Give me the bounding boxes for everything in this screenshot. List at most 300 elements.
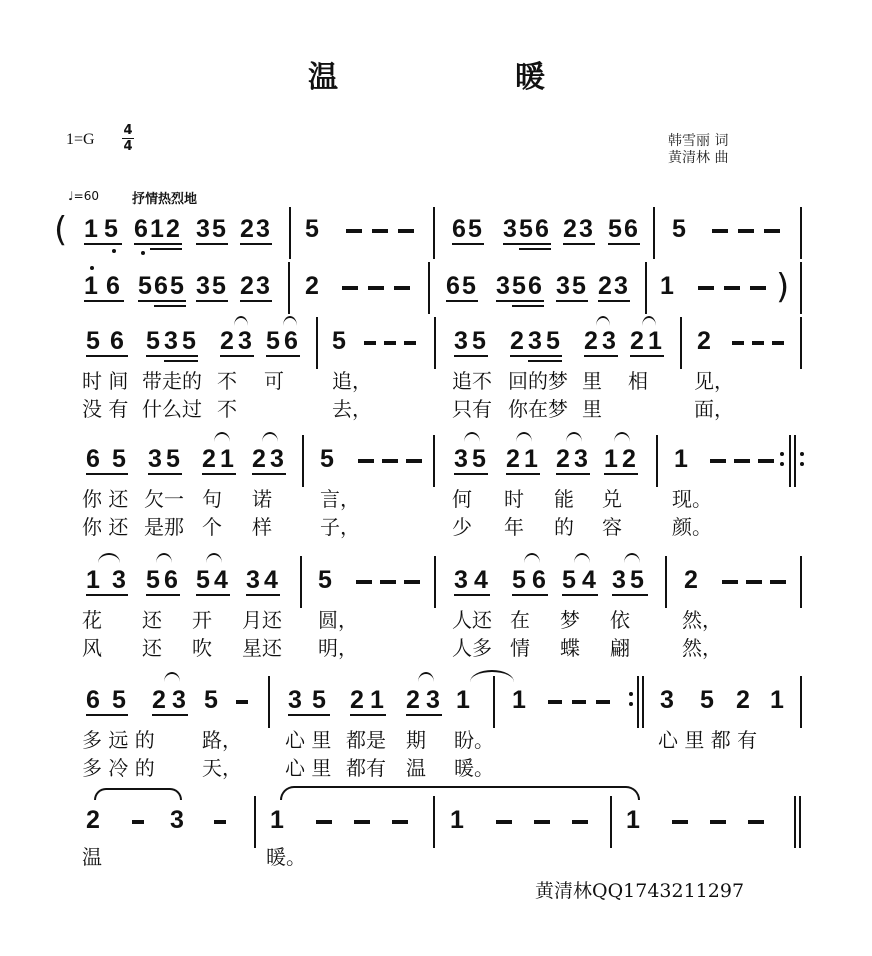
note: 3 xyxy=(454,566,468,594)
lyric: 兑 xyxy=(602,487,622,511)
note: 6 xyxy=(106,272,120,300)
double-barline xyxy=(789,435,791,487)
barline xyxy=(434,317,436,369)
dash xyxy=(746,580,762,584)
note: 5 xyxy=(146,566,160,594)
barline xyxy=(656,435,658,487)
note: 3 xyxy=(556,272,570,300)
expression-marking: 抒情热烈地 xyxy=(132,192,198,207)
underline xyxy=(152,714,188,716)
lyric: 多 远 的 xyxy=(82,728,155,752)
dash xyxy=(342,286,358,290)
underline xyxy=(84,243,122,245)
lyric: 人还 xyxy=(452,608,492,632)
note: 1 xyxy=(604,445,618,473)
note: 3 xyxy=(196,272,210,300)
barline xyxy=(288,262,290,314)
underline xyxy=(86,473,128,475)
dash xyxy=(404,341,416,345)
note: 5 xyxy=(312,686,326,714)
slur xyxy=(574,553,590,563)
underline xyxy=(556,300,588,302)
underline xyxy=(454,473,488,475)
lyric: 年 xyxy=(504,515,524,539)
lyric: 星还 xyxy=(242,636,282,660)
lyric: 里 xyxy=(582,369,602,393)
note: 3 xyxy=(196,215,210,243)
note: 6 xyxy=(164,566,178,594)
lyric: 个 xyxy=(202,515,222,539)
underline xyxy=(246,594,280,596)
note: 3 xyxy=(246,566,260,594)
note: 2 xyxy=(305,272,319,300)
note: 3 xyxy=(288,686,302,714)
underline xyxy=(202,473,236,475)
note: 2 xyxy=(697,327,711,355)
dash xyxy=(698,286,714,290)
double-underline xyxy=(528,360,562,362)
note: 3 xyxy=(454,327,468,355)
dash xyxy=(734,459,750,463)
slur xyxy=(524,553,540,563)
note: 3 xyxy=(256,272,270,300)
dash xyxy=(236,700,248,704)
slur xyxy=(206,553,222,563)
note: 2 xyxy=(350,686,364,714)
lyric: 你 还 xyxy=(82,487,129,511)
note: 3 xyxy=(148,445,162,473)
note: 3 xyxy=(172,686,186,714)
lyric: 现。 xyxy=(672,487,712,511)
note: 6 xyxy=(284,327,298,355)
underline xyxy=(556,473,590,475)
underline xyxy=(134,243,182,245)
tempo-marking: ♩=60 xyxy=(68,189,99,203)
note: 2 xyxy=(252,445,266,473)
dash xyxy=(364,341,376,345)
lyric: 暖。 xyxy=(454,756,494,780)
barline xyxy=(302,435,304,487)
note: 5 xyxy=(472,445,486,473)
title-char-1: 温 xyxy=(308,60,338,95)
note: 5 xyxy=(512,272,526,300)
high-octave-dot xyxy=(90,266,94,270)
repeat-end-dots xyxy=(780,452,784,472)
time-sig-top: 4 xyxy=(123,123,133,138)
underline xyxy=(252,473,286,475)
note: 6 xyxy=(532,566,546,594)
underline xyxy=(86,714,128,716)
dash xyxy=(770,580,786,584)
slur xyxy=(516,432,532,442)
underline xyxy=(503,243,551,245)
barline xyxy=(645,262,647,314)
note: 6 xyxy=(110,327,124,355)
underline xyxy=(138,300,186,302)
lyric: 明， xyxy=(318,636,358,660)
note: 5 xyxy=(608,215,622,243)
underline xyxy=(146,594,180,596)
tie xyxy=(470,670,514,682)
barline xyxy=(800,317,802,369)
note: 4 xyxy=(214,566,228,594)
lyric: 天， xyxy=(202,756,242,780)
underline xyxy=(510,355,562,357)
slur xyxy=(596,316,610,326)
note: 1 xyxy=(626,806,640,834)
dash xyxy=(738,229,754,233)
note: 2 xyxy=(622,445,636,473)
note: 3 xyxy=(614,272,628,300)
underline xyxy=(86,355,128,357)
lyric: 人多 xyxy=(452,636,492,660)
note: 3 xyxy=(574,445,588,473)
note: 5 xyxy=(146,327,160,355)
note: 5 xyxy=(562,566,576,594)
note: 6 xyxy=(154,272,168,300)
underline xyxy=(454,594,490,596)
dash xyxy=(752,341,764,345)
note: 1 xyxy=(150,215,164,243)
lyric: 温 xyxy=(82,845,102,869)
lyric: 路， xyxy=(202,728,242,752)
barline xyxy=(800,676,802,728)
note: 2 xyxy=(598,272,612,300)
note: 5 xyxy=(212,272,226,300)
underline xyxy=(512,594,548,596)
tie xyxy=(280,786,640,800)
note: 6 xyxy=(446,272,460,300)
double-barline xyxy=(642,676,644,728)
note: 2 xyxy=(240,272,254,300)
note: 1 xyxy=(370,686,384,714)
dash xyxy=(368,286,384,290)
dash xyxy=(356,580,372,584)
lyric: 梦 xyxy=(560,608,580,632)
note: 4 xyxy=(582,566,596,594)
lyric: 追不 xyxy=(452,369,492,393)
slur xyxy=(642,316,656,326)
lyric: 去， xyxy=(332,397,372,421)
double-underline xyxy=(519,248,551,250)
underline xyxy=(563,243,595,245)
note: 5 xyxy=(320,445,334,473)
note: 3 xyxy=(256,215,270,243)
lyric: 吹 xyxy=(192,636,212,660)
note: 2 xyxy=(736,686,750,714)
lyric: 风 xyxy=(82,636,102,660)
lyric: 追， xyxy=(332,369,372,393)
slur xyxy=(262,432,278,442)
lyric: 见， xyxy=(694,369,734,393)
note: 2 xyxy=(240,215,254,243)
key-signature: 1=G xyxy=(66,131,95,148)
lyric: 你 还 xyxy=(82,515,129,539)
note: 2 xyxy=(556,445,570,473)
note: 3 xyxy=(579,215,593,243)
lyric: 样 xyxy=(252,515,272,539)
dash xyxy=(380,580,396,584)
lyric: 只有 xyxy=(452,397,492,421)
lyric: 时 xyxy=(504,487,524,511)
lyric: 言， xyxy=(320,487,360,511)
underline xyxy=(598,300,630,302)
lyric: 花 xyxy=(82,608,102,632)
double-barline xyxy=(794,435,796,487)
dash xyxy=(394,286,410,290)
note: 2 xyxy=(684,566,698,594)
slur xyxy=(614,432,630,442)
dash xyxy=(496,820,512,824)
barline xyxy=(433,207,435,259)
dash xyxy=(572,820,588,824)
dash xyxy=(406,459,422,463)
title-char-2: 暖 xyxy=(515,60,545,95)
underline xyxy=(196,243,228,245)
note: 1 xyxy=(512,686,526,714)
dash xyxy=(534,820,550,824)
note: 3 xyxy=(112,566,126,594)
lyric: 还 xyxy=(142,636,162,660)
slur xyxy=(214,432,230,442)
note: 5 xyxy=(519,215,533,243)
lyric: 诺 xyxy=(252,487,272,511)
note: 1 xyxy=(524,445,538,473)
time-signature xyxy=(122,124,134,153)
note: 6 xyxy=(624,215,638,243)
dash xyxy=(710,820,726,824)
note: 5 xyxy=(138,272,152,300)
lyric: 圆， xyxy=(318,608,358,632)
repeat-start-dots xyxy=(800,452,804,472)
underline xyxy=(584,355,618,357)
underline xyxy=(240,300,272,302)
final-barline xyxy=(794,796,796,848)
composer-signature: 黄清林QQ1743211297 xyxy=(535,880,745,902)
lyric: 心 里 都 有 xyxy=(658,728,758,752)
underline xyxy=(146,355,198,357)
dash xyxy=(748,820,764,824)
barline xyxy=(800,556,802,608)
underline xyxy=(406,714,442,716)
note: 5 xyxy=(472,327,486,355)
dash xyxy=(596,700,610,704)
lyric: 开 xyxy=(192,608,212,632)
lyric: 相 xyxy=(628,369,648,393)
dash xyxy=(372,229,388,233)
note: 3 xyxy=(612,566,626,594)
note: 5 xyxy=(170,272,184,300)
double-underline xyxy=(512,305,544,307)
note: 5 xyxy=(266,327,280,355)
lyric: 带走的 xyxy=(142,369,202,393)
dash xyxy=(548,700,562,704)
final-barline xyxy=(799,796,801,848)
note: 2 xyxy=(630,327,644,355)
note: 2 xyxy=(510,327,524,355)
dash xyxy=(346,229,362,233)
dash xyxy=(732,341,744,345)
note: 2 xyxy=(506,445,520,473)
lyric: 然， xyxy=(682,608,722,632)
lyric: 不 xyxy=(217,397,237,421)
lyric: 子， xyxy=(320,515,360,539)
barline xyxy=(800,207,802,259)
note: 2 xyxy=(86,806,100,834)
note: 5 xyxy=(112,445,126,473)
barline xyxy=(433,796,435,848)
dash xyxy=(572,700,586,704)
lyric: 你在梦 xyxy=(508,397,568,421)
note: 6 xyxy=(452,215,466,243)
underline xyxy=(612,594,648,596)
dash xyxy=(764,229,780,233)
barline xyxy=(300,556,302,608)
underline xyxy=(220,355,254,357)
note: 5 xyxy=(332,327,346,355)
lyric: 翩 xyxy=(610,636,630,660)
dash xyxy=(358,459,374,463)
dash xyxy=(758,459,774,463)
note: 3 xyxy=(238,327,252,355)
note: 3 xyxy=(503,215,517,243)
double-underline xyxy=(164,360,198,362)
lyric: 面， xyxy=(694,397,734,421)
dash xyxy=(772,341,784,345)
barline xyxy=(665,556,667,608)
lyric: 不 xyxy=(217,369,237,393)
dash xyxy=(672,820,688,824)
note: 1 xyxy=(84,215,98,243)
double-underline xyxy=(154,305,186,307)
lyric: 还 xyxy=(142,608,162,632)
underline xyxy=(266,355,300,357)
note: 1 xyxy=(660,272,674,300)
lyric: 心 里 xyxy=(285,756,332,780)
dash xyxy=(392,820,408,824)
dash xyxy=(382,459,398,463)
low-octave-dot xyxy=(141,251,145,255)
barline xyxy=(493,676,495,728)
lyric: 盼。 xyxy=(454,728,494,752)
dash xyxy=(750,286,766,290)
note: 5 xyxy=(572,272,586,300)
barline xyxy=(800,262,802,314)
note: 2 xyxy=(152,686,166,714)
lyric: 的 xyxy=(554,515,574,539)
lyric: 在 xyxy=(510,608,530,632)
note: 5 xyxy=(182,327,196,355)
note: 1 xyxy=(648,327,662,355)
lyric: 时 间 xyxy=(82,369,129,393)
lyric: 何 xyxy=(452,487,472,511)
double-underline xyxy=(150,248,182,250)
underline xyxy=(86,594,128,596)
note: 1 xyxy=(770,686,784,714)
underline xyxy=(608,243,640,245)
lyric: 可 xyxy=(264,369,284,393)
note: 3 xyxy=(426,686,440,714)
underline xyxy=(288,714,330,716)
barline xyxy=(434,556,436,608)
lyric: 都是 xyxy=(346,728,386,752)
note: 5 xyxy=(166,445,180,473)
lyric: 期 xyxy=(406,728,426,752)
note: 5 xyxy=(546,327,560,355)
underline xyxy=(506,473,540,475)
barline xyxy=(289,207,291,259)
note: 1 xyxy=(456,686,470,714)
note: 2 xyxy=(220,327,234,355)
lyric: 里 xyxy=(582,397,602,421)
underline xyxy=(454,355,488,357)
repeat-end-dots xyxy=(629,692,633,712)
barline xyxy=(610,796,612,848)
slur xyxy=(624,553,640,563)
dash xyxy=(712,229,728,233)
note: 1 xyxy=(450,806,464,834)
underline xyxy=(630,355,664,357)
lyric: 然， xyxy=(682,636,722,660)
lyric: 容 xyxy=(602,515,622,539)
underline xyxy=(196,300,228,302)
lyric: 欠一 xyxy=(144,487,184,511)
note: 3 xyxy=(496,272,510,300)
lyric: 温 xyxy=(406,756,426,780)
lyric: 句 xyxy=(202,487,222,511)
note: 5 xyxy=(112,686,126,714)
barline xyxy=(268,676,270,728)
dash xyxy=(722,580,738,584)
note: 5 xyxy=(630,566,644,594)
tie xyxy=(94,788,182,800)
barline xyxy=(316,317,318,369)
lyric: 都有 xyxy=(346,756,386,780)
note: 6 xyxy=(86,445,100,473)
note: 6 xyxy=(535,215,549,243)
note: 2 xyxy=(202,445,216,473)
slur xyxy=(283,316,297,326)
barline xyxy=(433,435,435,487)
slur xyxy=(164,672,180,682)
underline xyxy=(604,473,638,475)
note: 5 xyxy=(86,327,100,355)
note: 6 xyxy=(86,686,100,714)
barline xyxy=(680,317,682,369)
note: 5 xyxy=(700,686,714,714)
note: 3 xyxy=(602,327,616,355)
note: 3 xyxy=(528,327,542,355)
lyric: 依 xyxy=(610,608,630,632)
dash xyxy=(724,286,740,290)
dash xyxy=(214,820,226,824)
slur xyxy=(234,316,248,326)
note: 3 xyxy=(164,327,178,355)
underline xyxy=(496,300,544,302)
lyric: 什么过 xyxy=(142,397,202,421)
lyric: 回的梦 xyxy=(508,369,568,393)
dash xyxy=(132,820,144,824)
underline xyxy=(562,594,598,596)
lyric: 情 xyxy=(510,636,530,660)
lyric: 能 xyxy=(554,487,574,511)
lyric: 没 有 xyxy=(82,397,129,421)
note: 5 xyxy=(318,566,332,594)
lyric: 暖。 xyxy=(266,845,306,869)
note: 2 xyxy=(584,327,598,355)
close-parenthesis: ) xyxy=(776,267,790,307)
note: 3 xyxy=(170,806,184,834)
